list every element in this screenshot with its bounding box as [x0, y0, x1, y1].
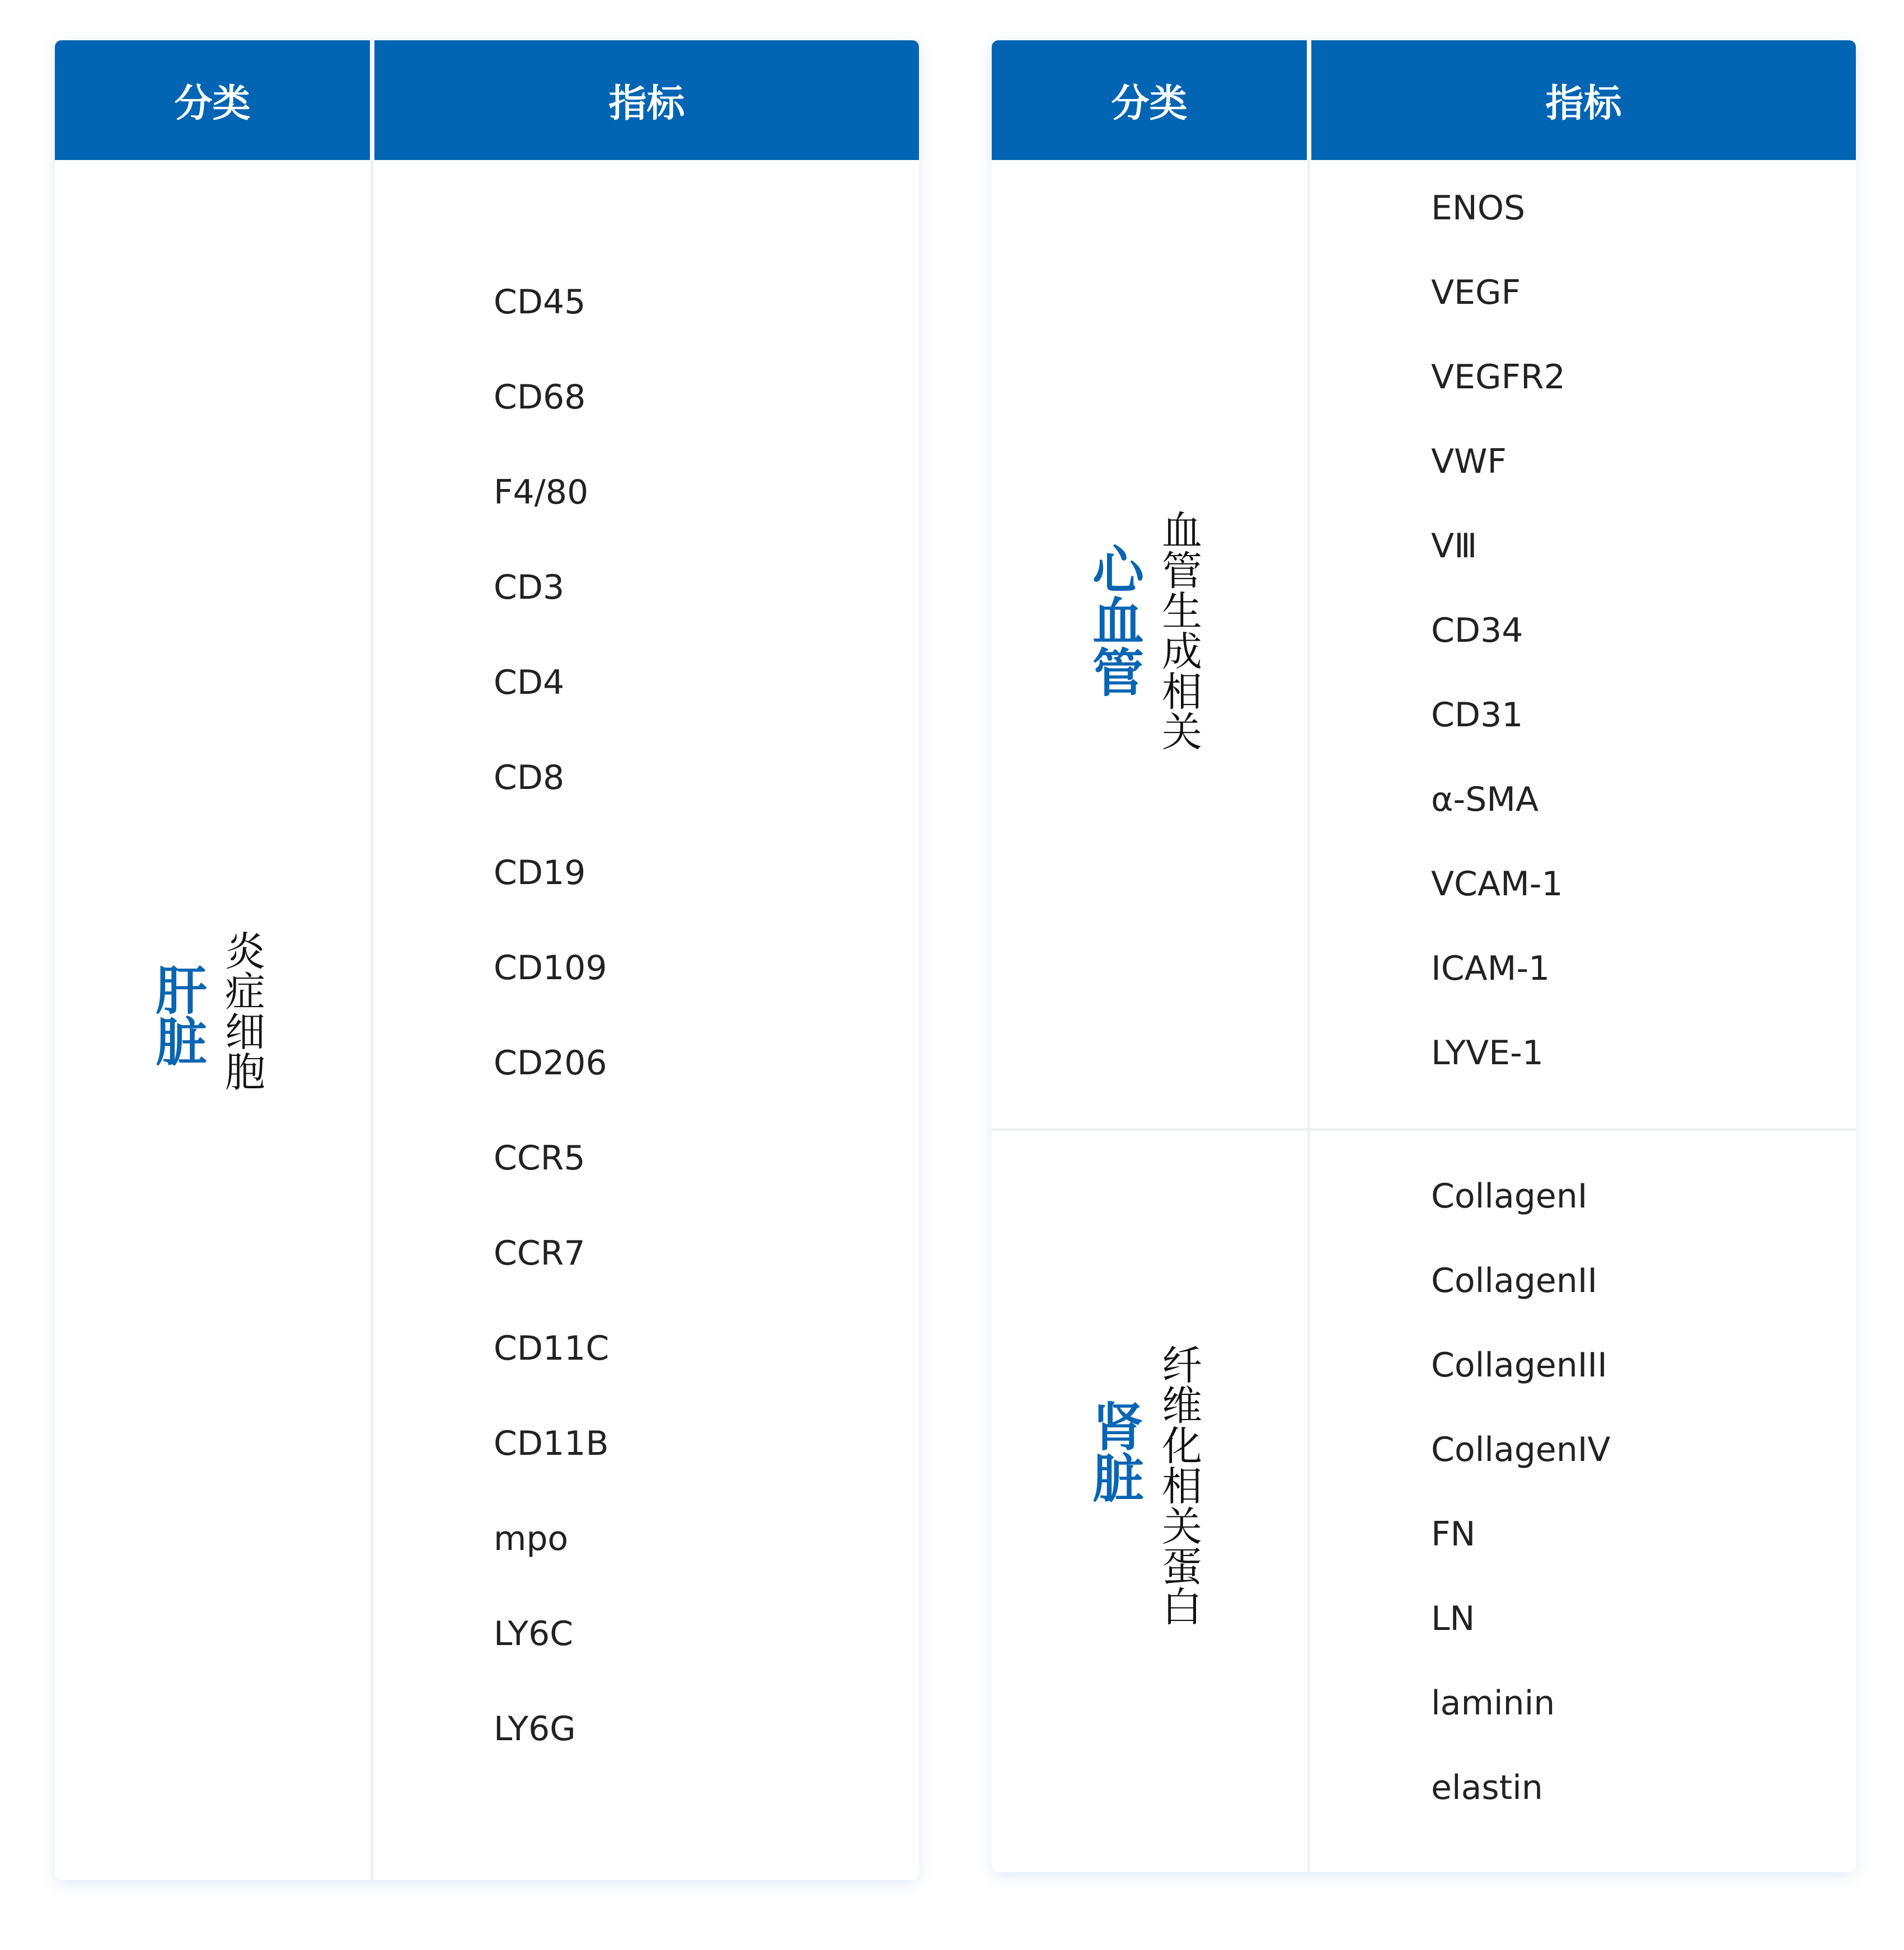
- table-header: [992, 40, 1856, 160]
- indicator-item: CD34: [1431, 611, 1523, 650]
- indicator-item: LN: [1431, 1599, 1475, 1638]
- indicator-item: CD8: [494, 758, 565, 797]
- indicator-item: CD45: [494, 283, 586, 322]
- indicator-item: CollagenIII: [1431, 1346, 1607, 1385]
- category-cell-kidney: [1084, 1344, 1202, 1626]
- indicator-item: LY6C: [494, 1614, 574, 1653]
- group-label: 纤维化相关蛋白: [1155, 1344, 1202, 1626]
- indicator-item: laminin: [1431, 1684, 1555, 1723]
- indicator-item: CollagenIV: [1431, 1430, 1611, 1469]
- indicator-item: ICAM-1: [1431, 949, 1550, 988]
- indicator-item: VEGFR2: [1431, 358, 1565, 397]
- column-divider: [371, 160, 373, 1880]
- header-divider: [370, 40, 374, 160]
- indicator-item: CD31: [1431, 696, 1523, 735]
- indicator-item: CCR5: [494, 1139, 585, 1178]
- indicator-item: VⅢ: [1431, 527, 1478, 566]
- category-header: 分类: [174, 81, 251, 126]
- indicator-item: VWF: [1431, 442, 1507, 481]
- indicator-item: CD68: [494, 378, 586, 417]
- indicator-header: 指标: [1545, 81, 1622, 126]
- indicator-item: mpo: [494, 1519, 569, 1558]
- column-divider: [1307, 160, 1310, 1872]
- section-divider: [992, 1128, 1856, 1131]
- indicator-item: VCAM-1: [1431, 864, 1563, 904]
- indicator-item: CD4: [494, 663, 565, 702]
- indicator-item: CD3: [494, 568, 565, 607]
- indicator-item: ENOS: [1431, 189, 1526, 228]
- indicator-item: CD11B: [494, 1424, 609, 1463]
- organ-label: 肝脏: [147, 964, 207, 1066]
- organ-label: 肾脏: [1084, 1400, 1144, 1503]
- indicator-item: LY6G: [494, 1709, 576, 1749]
- organ-label: 心血管: [1084, 543, 1144, 697]
- indicator-item: CollagenII: [1431, 1261, 1598, 1300]
- indicator-item: LYVE-1: [1431, 1033, 1544, 1073]
- indicator-item: elastin: [1431, 1768, 1543, 1807]
- indicator-item: α-SMA: [1431, 780, 1539, 819]
- header-divider: [1307, 40, 1311, 160]
- indicator-item: F4/80: [494, 473, 589, 512]
- liver-table: [55, 40, 919, 1880]
- table-header: [55, 40, 919, 160]
- indicator-item: VEGF: [1431, 273, 1521, 312]
- group-label: 血管生成相关: [1155, 509, 1202, 751]
- category-cell-cardiovascular: [1084, 509, 1202, 751]
- indicator-item: FN: [1431, 1515, 1476, 1554]
- category-header: 分类: [1111, 81, 1188, 126]
- indicator-item: CollagenI: [1431, 1177, 1588, 1216]
- group-label: 炎症细胞: [218, 930, 265, 1091]
- category-cell-liver: [147, 930, 265, 1091]
- indicator-item: CCR7: [494, 1234, 585, 1273]
- indicator-item: CD11C: [494, 1329, 609, 1368]
- cardio-renal-table: [992, 40, 1856, 1872]
- indicator-item: CD109: [494, 948, 607, 988]
- indicator-item: CD206: [494, 1044, 607, 1083]
- indicator-item: CD19: [494, 853, 586, 892]
- indicator-header: 指标: [608, 81, 685, 126]
